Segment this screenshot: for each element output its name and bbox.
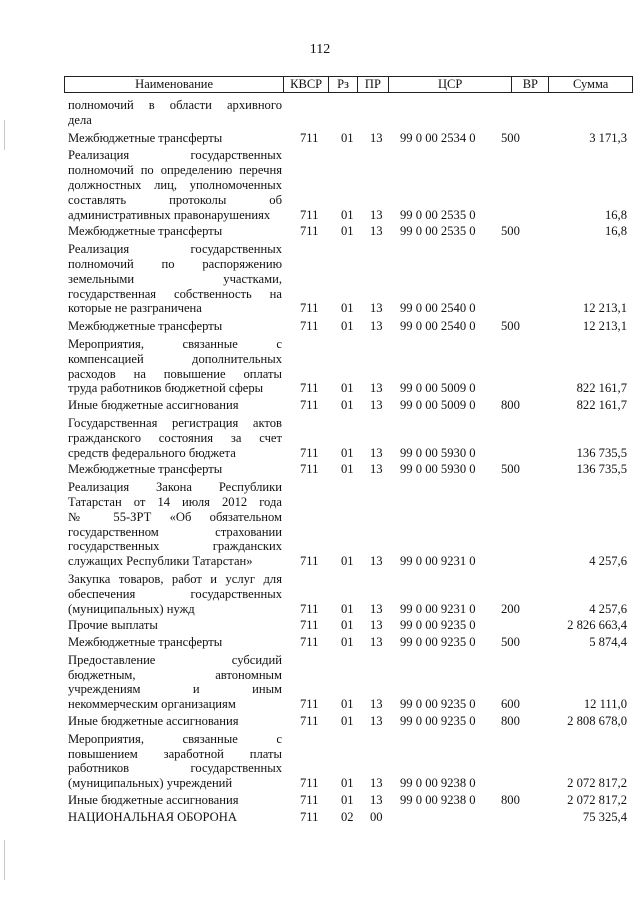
- cell-sum: 136 735,5: [576, 445, 627, 460]
- cell-pr: 13: [370, 554, 383, 569]
- header-csr: ЦСР: [389, 77, 513, 92]
- cell-sum: 4 257,6: [589, 554, 627, 569]
- cell-vr: 500: [501, 224, 520, 239]
- table-row: [68, 398, 628, 413]
- row-name-line: Межбюджетные трансферты: [68, 462, 223, 477]
- cell-rz: 01: [341, 319, 354, 334]
- header-pr: ПР: [358, 77, 389, 92]
- cell-rz: 02: [341, 809, 354, 824]
- cell-sum: 75 325,4: [582, 809, 627, 824]
- cell-vr: 800: [501, 793, 520, 808]
- cell-sum: 12 213,1: [582, 301, 627, 316]
- cell-pr: 13: [370, 697, 383, 712]
- table-header: [64, 76, 633, 93]
- row-name: [68, 618, 282, 633]
- row-name-line: бюджетным, автономным: [68, 667, 282, 682]
- cell-csr: 99 0 00 9235 0: [400, 635, 476, 650]
- cell-sum: 16,8: [604, 207, 627, 222]
- row-name: [68, 810, 282, 825]
- row-name-line: Прочие выплаты: [68, 618, 158, 633]
- row-name-line: (муниципальных) нужд: [68, 601, 195, 616]
- cell-rz: 01: [341, 776, 354, 791]
- table-row: [68, 618, 628, 633]
- row-name-line: Межбюджетные трансферты: [68, 635, 223, 650]
- row-name-line: составлять протоколы об: [68, 192, 282, 207]
- row-name: [68, 714, 282, 729]
- cell-rz: 01: [341, 130, 354, 145]
- cell-csr: 99 0 00 2540 0: [400, 301, 476, 316]
- row-name: [68, 480, 282, 569]
- row-name-line: административных правонарушениях: [68, 207, 271, 222]
- cell-csr: 99 0 00 5930 0: [400, 462, 476, 477]
- cell-kvsr: 711: [300, 130, 319, 145]
- cell-pr: 13: [370, 601, 383, 616]
- cell-sum: 16,8: [604, 224, 627, 239]
- table-row: [68, 572, 628, 616]
- cell-kvsr: 711: [300, 714, 319, 729]
- cell-csr: 99 0 00 5009 0: [400, 398, 476, 413]
- cell-sum: 2 072 817,2: [567, 776, 627, 791]
- cell-vr: 200: [501, 601, 520, 616]
- cell-vr: 800: [501, 398, 520, 413]
- row-name: [68, 653, 282, 712]
- table-row: [68, 480, 628, 569]
- row-name-line: расходов на повышение оплаты: [68, 366, 282, 381]
- header-name: Наименование: [65, 77, 284, 92]
- cell-pr: 13: [370, 714, 383, 729]
- row-name-line: Межбюджетные трансферты: [68, 224, 223, 239]
- table-row: [68, 416, 628, 460]
- row-name-line: должностных лиц, уполномоченных: [68, 177, 282, 192]
- cell-csr: 99 0 00 5009 0: [400, 381, 476, 396]
- row-name: [68, 416, 282, 460]
- cell-rz: 01: [341, 714, 354, 729]
- row-name: [68, 572, 282, 616]
- row-name-line: НАЦИОНАЛЬНАЯ ОБОРОНА: [68, 809, 237, 824]
- cell-pr: 13: [370, 776, 383, 791]
- row-name-line: государственных гражданских: [68, 539, 282, 554]
- cell-sum: 822 161,7: [576, 398, 627, 413]
- cell-rz: 01: [341, 554, 354, 569]
- cell-csr: 99 0 00 2540 0: [400, 319, 476, 334]
- cell-pr: 13: [370, 462, 383, 477]
- table-row: [68, 224, 628, 239]
- cell-rz: 01: [341, 381, 354, 396]
- cell-sum: 136 735,5: [576, 462, 627, 477]
- cell-csr: 99 0 00 9231 0: [400, 601, 476, 616]
- row-name-line: Мероприятия, связанные с: [68, 731, 282, 746]
- cell-csr: 99 0 00 9235 0: [400, 697, 476, 712]
- row-name-line: учреждениям и иным: [68, 682, 282, 697]
- cell-pr: 13: [370, 398, 383, 413]
- row-name-line: дела: [68, 112, 92, 127]
- row-name: [68, 98, 282, 128]
- cell-sum: 5 874,4: [589, 635, 627, 650]
- table-row: [68, 810, 628, 825]
- row-name: [68, 732, 282, 791]
- cell-kvsr: 711: [300, 601, 319, 616]
- margin-scan-mark: [4, 120, 5, 150]
- cell-csr: 99 0 00 9231 0: [400, 554, 476, 569]
- cell-kvsr: 711: [300, 809, 319, 824]
- cell-pr: 13: [370, 319, 383, 334]
- row-name-line: служащих Республики Татарстан»: [68, 554, 253, 569]
- row-name: [68, 242, 282, 316]
- row-name-line: Татарстан от 14 июля 2012 года: [68, 494, 282, 509]
- cell-csr: 99 0 00 9235 0: [400, 714, 476, 729]
- row-name: [68, 793, 282, 808]
- row-name-line: Реализация государственных: [68, 242, 282, 257]
- cell-sum: 2 072 817,2: [567, 793, 627, 808]
- cell-vr: 500: [501, 319, 520, 334]
- cell-rz: 01: [341, 793, 354, 808]
- row-name-line: средств федерального бюджета: [68, 445, 236, 460]
- cell-csr: 99 0 00 2535 0: [400, 207, 476, 222]
- cell-pr: 13: [370, 130, 383, 145]
- cell-rz: 01: [341, 445, 354, 460]
- header-rz: Рз: [329, 77, 358, 92]
- page-number: 112: [309, 42, 331, 57]
- row-name-line: которые не разграничена: [68, 301, 202, 316]
- row-name-line: Предоставление субсидий: [68, 652, 282, 667]
- cell-kvsr: 711: [300, 776, 319, 791]
- row-name-line: некоммерческим организациям: [68, 697, 236, 712]
- cell-kvsr: 711: [300, 635, 319, 650]
- row-name-line: полномочий в области архивного: [68, 98, 282, 112]
- cell-sum: 822 161,7: [576, 381, 627, 396]
- cell-rz: 01: [341, 635, 354, 650]
- table-row: [68, 98, 628, 128]
- row-name-line: обеспечения государственных: [68, 586, 282, 601]
- table-row: [68, 653, 628, 712]
- cell-pr: 13: [370, 224, 383, 239]
- cell-rz: 01: [341, 462, 354, 477]
- header-vr: ВР: [512, 77, 549, 92]
- row-name-line: повышением заработной платы: [68, 746, 282, 761]
- row-name-line: работников государственных: [68, 761, 282, 776]
- cell-sum: 12 111,0: [583, 697, 627, 712]
- cell-vr: 600: [501, 697, 520, 712]
- cell-rz: 01: [341, 618, 354, 633]
- cell-csr: 99 0 00 9238 0: [400, 776, 476, 791]
- row-name: [68, 224, 282, 239]
- cell-sum: 4 257,6: [589, 601, 627, 616]
- row-name-line: гражданского состояния за счет: [68, 430, 282, 445]
- table-row: [68, 319, 628, 334]
- cell-sum: 2 808 678,0: [567, 714, 627, 729]
- cell-rz: 01: [341, 398, 354, 413]
- row-name-line: № 55-ЗРТ «Об обязательном: [68, 509, 282, 524]
- row-name: [68, 319, 282, 334]
- cell-pr: 13: [370, 207, 383, 222]
- table-row: [68, 131, 628, 146]
- cell-rz: 01: [341, 301, 354, 316]
- cell-vr: 800: [501, 714, 520, 729]
- row-name-line: Реализация государственных: [68, 148, 282, 163]
- cell-kvsr: 711: [300, 398, 319, 413]
- header-sum: Сумма: [572, 77, 609, 91]
- row-name: [68, 148, 282, 222]
- cell-pr: 13: [370, 618, 383, 633]
- cell-kvsr: 711: [300, 319, 319, 334]
- cell-kvsr: 711: [300, 207, 319, 222]
- row-name: [68, 337, 282, 396]
- row-name-line: Закупка товаров, работ и услуг для: [68, 571, 282, 586]
- cell-kvsr: 711: [300, 224, 319, 239]
- cell-csr: 99 0 00 5930 0: [400, 445, 476, 460]
- cell-pr: 13: [370, 793, 383, 808]
- cell-kvsr: 711: [300, 381, 319, 396]
- row-name-line: Межбюджетные трансферты: [68, 319, 223, 334]
- row-name: [68, 462, 282, 477]
- row-name: [68, 398, 282, 413]
- row-name-line: государственная собственность на: [68, 286, 282, 301]
- cell-kvsr: 711: [300, 697, 319, 712]
- row-name: [68, 635, 282, 650]
- row-name-line: Реализация Закона Республики: [68, 480, 282, 495]
- cell-pr: 00: [370, 809, 383, 824]
- cell-pr: 13: [370, 301, 383, 316]
- row-name-line: (муниципальных) учреждений: [68, 776, 233, 791]
- row-name-line: компенсацией дополнительных: [68, 351, 282, 366]
- table-row: [68, 732, 628, 791]
- cell-csr: 99 0 00 2534 0: [400, 130, 476, 145]
- cell-pr: 13: [370, 445, 383, 460]
- row-name-line: Межбюджетные трансферты: [68, 130, 223, 145]
- table-row: [68, 635, 628, 650]
- margin-scan-mark: [4, 840, 5, 880]
- row-name-line: Мероприятия, связанные с: [68, 336, 282, 351]
- row-name-line: государственном страховании: [68, 524, 282, 539]
- row-name-line: полномочий по распоряжению: [68, 256, 282, 271]
- cell-vr: 500: [501, 635, 520, 650]
- table-row: [68, 714, 628, 729]
- row-name-line: труда работников бюджетной сферы: [68, 381, 264, 396]
- cell-rz: 01: [341, 601, 354, 616]
- cell-rz: 01: [341, 207, 354, 222]
- cell-sum: 12 213,1: [582, 319, 627, 334]
- row-name: [68, 131, 282, 146]
- cell-vr: 500: [501, 130, 520, 145]
- cell-kvsr: 711: [300, 462, 319, 477]
- row-name-line: Иные бюджетные ассигнования: [68, 793, 239, 808]
- header-kvsr: КВСР: [284, 77, 329, 92]
- row-name-line: Государственная регистрация актов: [68, 415, 282, 430]
- row-name-line: полномочий по определению перечня: [68, 163, 282, 178]
- cell-kvsr: 711: [300, 793, 319, 808]
- table-row: [68, 337, 628, 396]
- cell-csr: 99 0 00 2535 0: [400, 224, 476, 239]
- table-row: [68, 462, 628, 477]
- cell-kvsr: 711: [300, 554, 319, 569]
- cell-sum: 2 826 663,4: [567, 618, 627, 633]
- cell-rz: 01: [341, 697, 354, 712]
- row-name-line: Иные бюджетные ассигнования: [68, 398, 239, 413]
- cell-vr: 500: [501, 462, 520, 477]
- cell-pr: 13: [370, 381, 383, 396]
- table-row: [68, 793, 628, 808]
- table-row: [68, 242, 628, 316]
- cell-kvsr: 711: [300, 445, 319, 460]
- cell-kvsr: 711: [300, 301, 319, 316]
- table-row: [68, 148, 628, 222]
- cell-rz: 01: [341, 224, 354, 239]
- cell-sum: 3 171,3: [589, 130, 627, 145]
- row-name-line: Иные бюджетные ассигнования: [68, 714, 239, 729]
- budget-table-body: [68, 98, 628, 825]
- cell-csr: 99 0 00 9235 0: [400, 618, 476, 633]
- cell-csr: 99 0 00 9238 0: [400, 793, 476, 808]
- cell-pr: 13: [370, 635, 383, 650]
- row-name-line: земельными участками,: [68, 271, 282, 286]
- cell-kvsr: 711: [300, 618, 319, 633]
